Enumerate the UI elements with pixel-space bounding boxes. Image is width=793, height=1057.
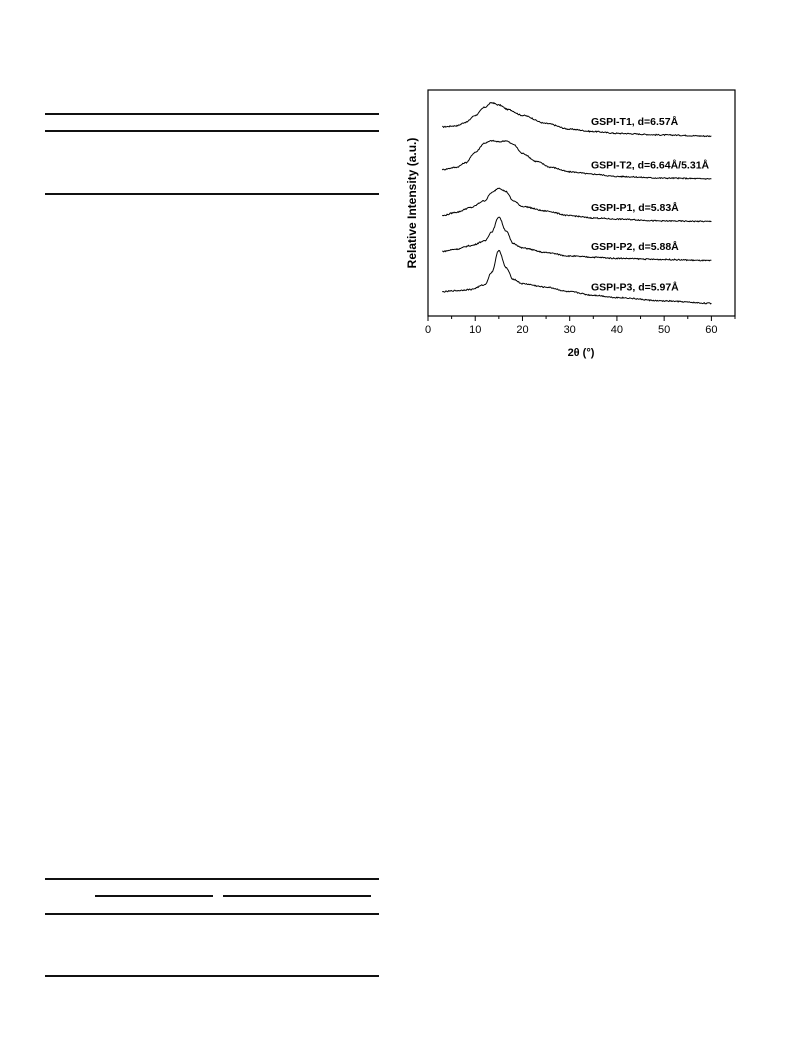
series-labels (591, 115, 710, 293)
table2-top-rule (45, 878, 379, 880)
series-label: GSPI-T2, d=6.64Å/5.31Å (590, 159, 710, 172)
table-top-rule (45, 113, 379, 115)
plot-frame (428, 90, 735, 316)
series-label: GSPI-P2, d=5.88Å (590, 240, 679, 253)
x-tick-label: 10 (469, 324, 482, 336)
table-bottom-rule (45, 193, 379, 195)
table2-header-rule (45, 913, 379, 915)
series-label: GSPI-T1, d=6.57Å (590, 116, 679, 129)
series-label: GSPI-P3, d=5.97Å (590, 281, 679, 294)
series-line (442, 217, 711, 261)
x-tick-label: 20 (516, 324, 529, 336)
x-axis-ticks (425, 316, 735, 336)
series-line (442, 251, 711, 304)
table2-bottom-rule (45, 975, 379, 977)
x-tick-label: 60 (705, 324, 718, 336)
y-axis-label: Relative Intensity (a.u.) (405, 137, 419, 269)
series-label: GSPI-P1, d=5.83Å (590, 202, 679, 215)
chart-canvas (400, 85, 745, 375)
table2-subheader-rule-left (95, 895, 213, 897)
x-tick-label: 30 (563, 324, 576, 336)
x-tick-label: 0 (424, 324, 432, 336)
table2-subheader-rule-right (223, 895, 371, 897)
x-tick-label: 50 (658, 324, 671, 336)
xrd-chart (400, 85, 745, 375)
x-axis-label: 2θ (°) (567, 347, 595, 359)
x-tick-label: 40 (610, 324, 624, 336)
table-header-rule (45, 130, 379, 132)
